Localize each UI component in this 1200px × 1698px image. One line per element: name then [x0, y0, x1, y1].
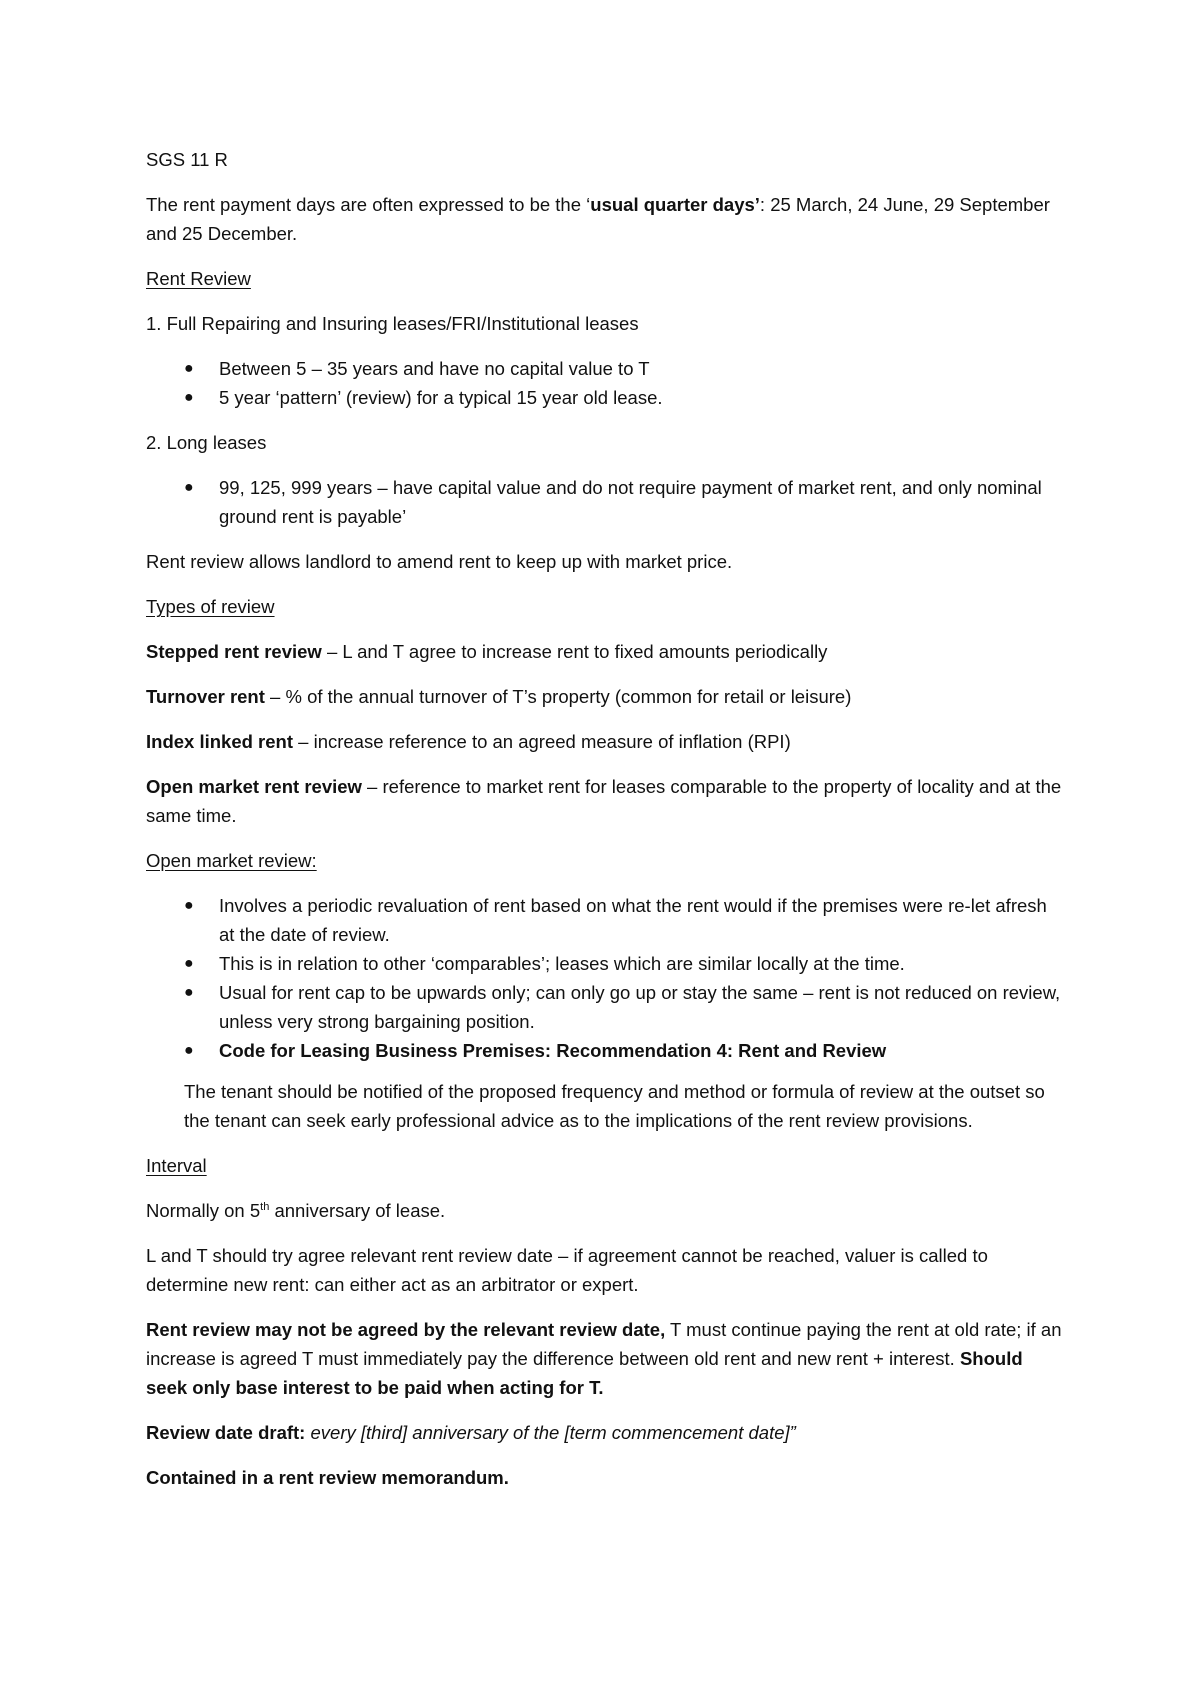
interval-pre: Normally on 5: [146, 1200, 261, 1221]
types-heading: Types of review: [146, 596, 275, 617]
type-desc: – reference to market rent for leases comparable to the property of locality and at the same time.: [146, 776, 1062, 826]
list-item: [146, 978, 1066, 1036]
section1-title: 1. Full Repairing and Insuring leases/FRI/Institutional leases: [146, 313, 639, 334]
type-term: Index linked rent: [146, 731, 294, 752]
list-item-text: This is in relation to other ‘comparables’; leases which are similar locally at the time.: [219, 953, 905, 974]
code-text: The tenant should be notified of the proposed frequency and method or formula of review at the outset so the tenant can seek early professional advice as to the implications of the rent review provisions.: [184, 1081, 1045, 1131]
bullet-icon: ●: [184, 1042, 194, 1059]
memorandum: [146, 1463, 1066, 1492]
type-term: Stepped rent review: [146, 641, 322, 662]
document-page: [146, 145, 1066, 1508]
draft-bold: Review date draft:: [146, 1422, 306, 1443]
draft-paragraph: [146, 1418, 1066, 1447]
rent-review-heading: Rent Review: [146, 268, 251, 289]
interval-text: [146, 1196, 1066, 1225]
type-term: Open market rent review: [146, 776, 362, 797]
type-desc: – L and T agree to increase rent to fixed amounts periodically: [321, 641, 828, 662]
rent-review-allows: Rent review allows landlord to amend rent to keep up with market price.: [146, 551, 733, 572]
intro-text-post: : 25 March, 24 June, 29 September and 25 December.: [146, 194, 1050, 244]
bullet-icon: ●: [184, 984, 194, 1001]
interval-post: anniversary of lease.: [269, 1200, 446, 1221]
type-term: Turnover rent: [146, 686, 265, 707]
list-item: [146, 354, 1066, 383]
document-heading: SGS 11 R: [146, 149, 228, 170]
list-item: [146, 383, 1066, 412]
code-bullet-text: Code for Leasing Business Premises: Recommendation 4: Rent and Review: [219, 1040, 887, 1061]
list-item-text: Usual for rent cap to be upwards only; can only go up or stay the same – rent is not reduced on review, unless very strong bargaining position.: [219, 982, 1061, 1032]
interval-sup: th: [260, 1200, 270, 1213]
type-stepped: [146, 637, 1066, 666]
open-market-heading: Open market review:: [146, 850, 317, 871]
agree-text: L and T should try agree relevant rent review date – if agreement cannot be reached, valuer is called to determine new rent: can either act as an arbitrator or expert.: [146, 1245, 988, 1295]
section2-list: [146, 473, 1066, 531]
type-turnover: [146, 682, 1066, 711]
not-agreed-bold-end: Should seek only base interest to be paid when acting for T.: [146, 1348, 1023, 1398]
bullet-icon: ●: [184, 360, 194, 377]
open-market-list: [146, 891, 1066, 1065]
memorandum-text: Contained in a rent review memorandum.: [146, 1467, 509, 1488]
section2-title: 2. Long leases: [146, 432, 267, 453]
list-item: [146, 473, 1066, 531]
intro-paragraph: [146, 190, 1066, 248]
interval-heading: Interval: [146, 1155, 207, 1176]
type-desc: – increase reference to an agreed measure of inflation (RPI): [293, 731, 791, 752]
draft-italic: every [third] anniversary of the [term commencement date]”: [305, 1422, 796, 1443]
list-item-text: 99, 125, 999 years – have capital value and do not require payment of market rent, and only nominal ground rent is payable’: [219, 477, 1042, 527]
not-agreed-normal: T must continue paying the rent at old rate; if an increase is agreed T must immediately pay the difference between old rent and new rent + interest.: [146, 1319, 1062, 1369]
list-item: [146, 1036, 1066, 1065]
list-item: [146, 949, 1066, 978]
list-item: [146, 891, 1066, 949]
bullet-icon: ●: [184, 955, 194, 972]
list-item-text: Involves a periodic revaluation of rent based on what the rent would if the premises were re-let afresh at the date of review.: [219, 895, 1047, 945]
not-agreed-paragraph: [146, 1315, 1066, 1402]
intro-text-bold: usual quarter days’: [590, 194, 760, 215]
bullet-icon: ●: [184, 897, 194, 914]
list-item-text: Between 5 – 35 years and have no capital value to T: [219, 358, 650, 379]
type-desc: – % of the annual turnover of T’s property (common for retail or leisure): [264, 686, 852, 707]
section1-list: [146, 354, 1066, 412]
list-item-text: 5 year ‘pattern’ (review) for a typical 15 year old lease.: [219, 387, 663, 408]
type-open-market: [146, 772, 1066, 830]
intro-text-pre: The rent payment days are often expressed to be the ‘: [146, 194, 591, 215]
type-index: [146, 727, 1066, 756]
bullet-icon: ●: [184, 389, 194, 406]
not-agreed-bold: Rent review may not be agreed by the relevant review date,: [146, 1319, 666, 1340]
bullet-icon: ●: [184, 479, 194, 496]
